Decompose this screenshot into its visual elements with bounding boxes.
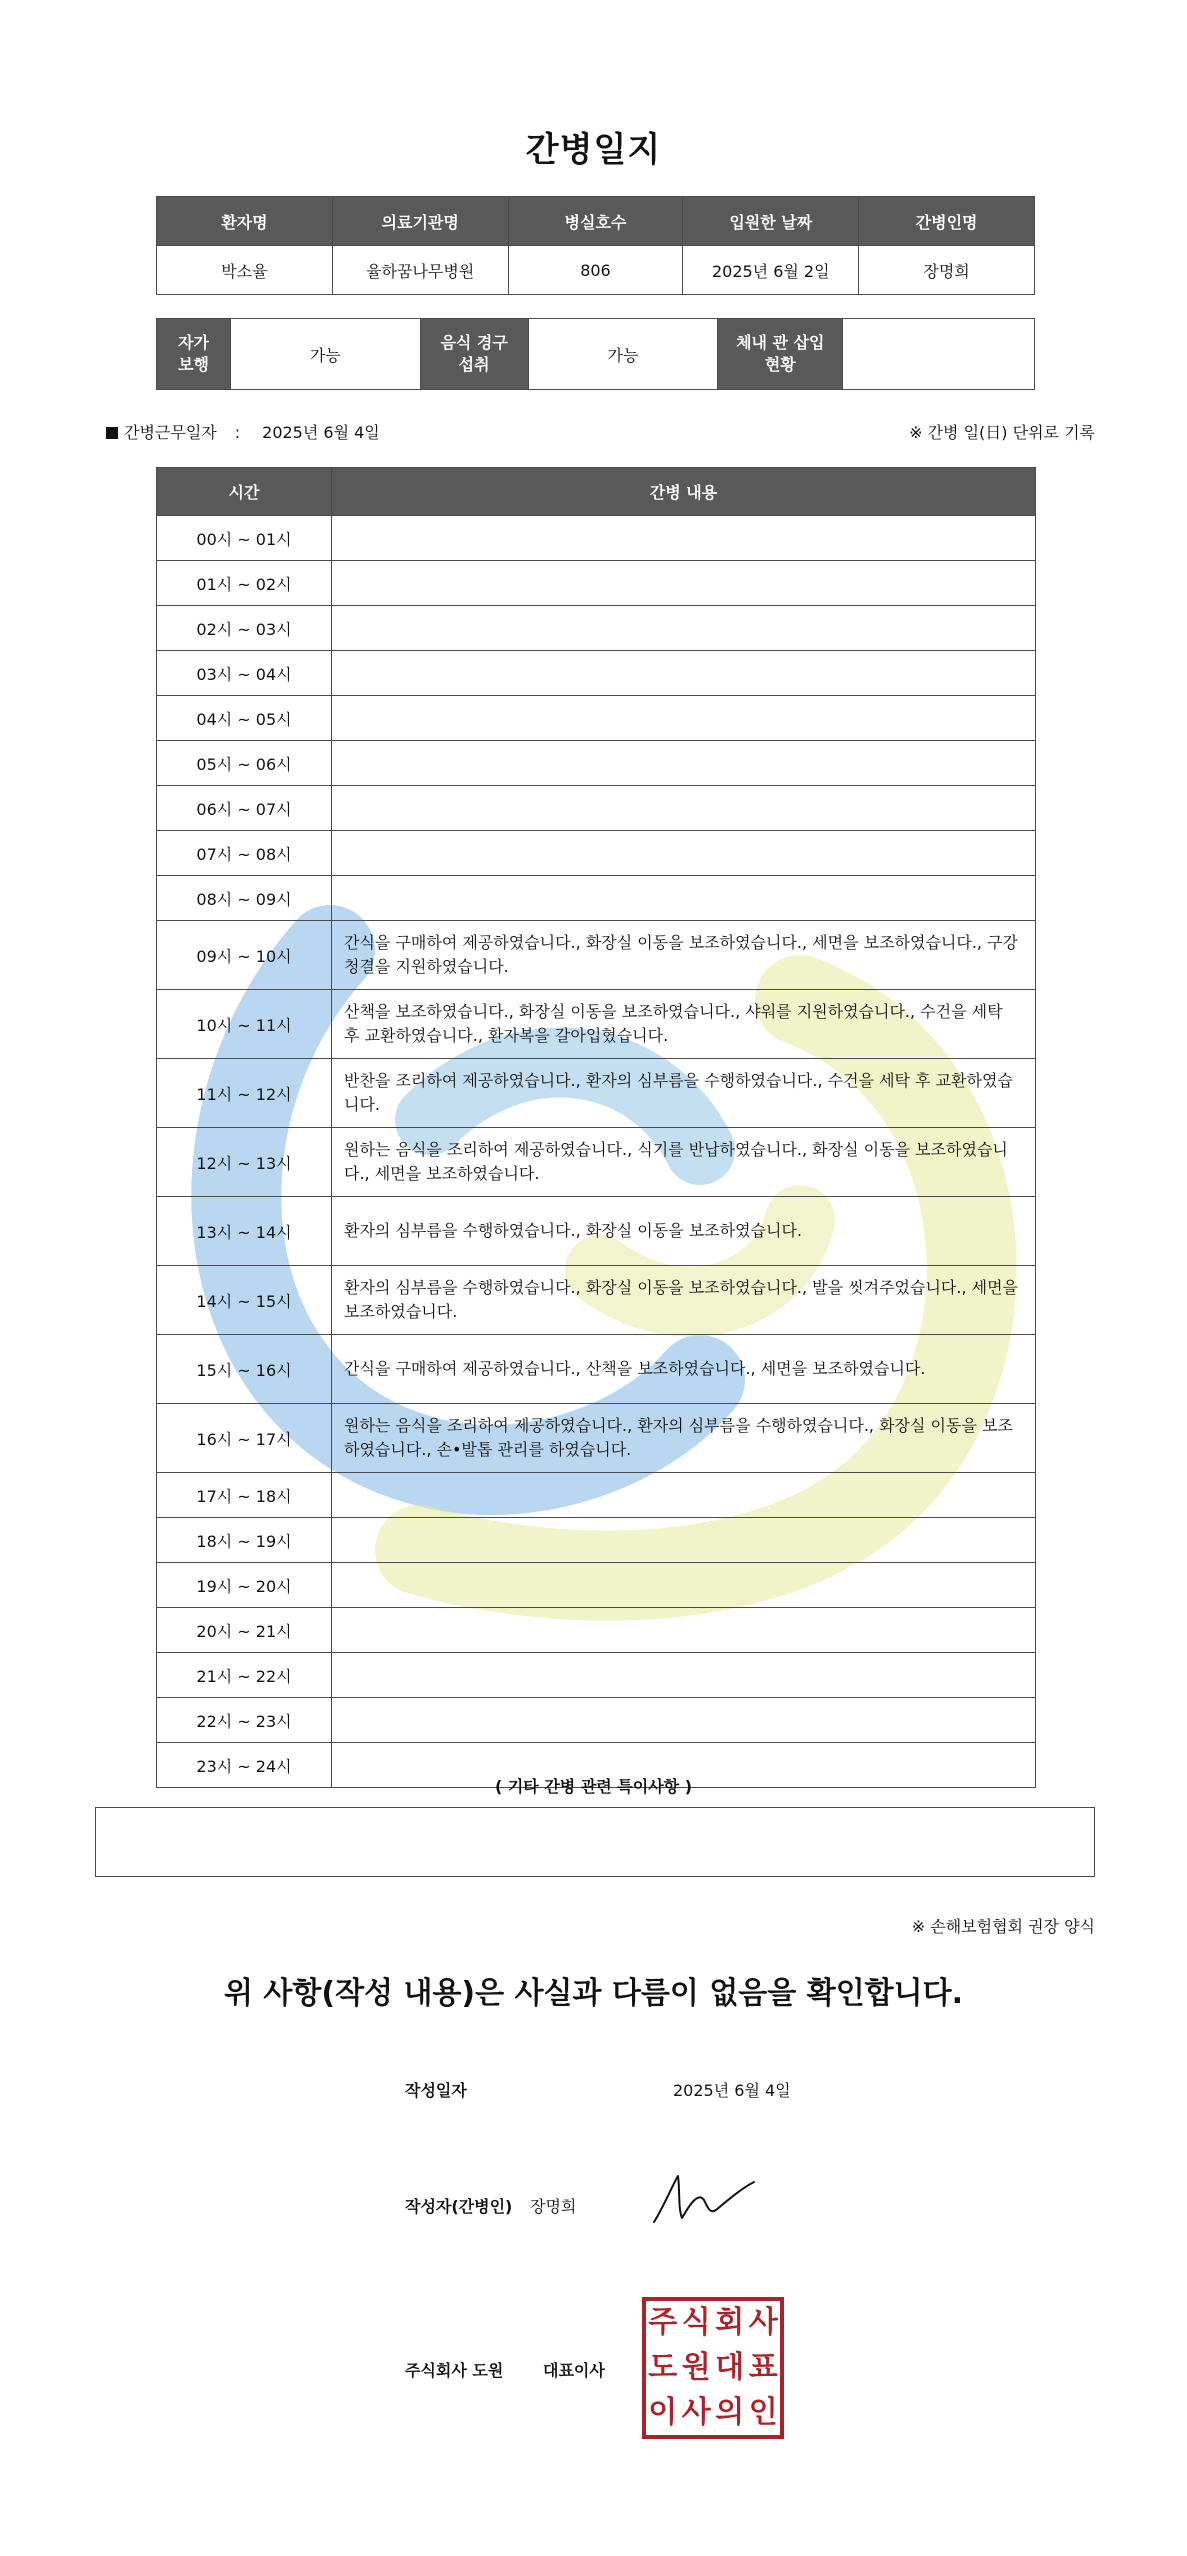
care-log-row: [157, 831, 1036, 876]
written-date-value: 2025년 6월 4일: [673, 2081, 791, 2100]
log-time: 04시 ~ 05시: [157, 696, 332, 741]
header-time: 시간: [157, 468, 332, 516]
handwritten-signature: [650, 2170, 760, 2230]
log-time: 19시 ~ 20시: [157, 1563, 332, 1608]
care-log-row: [157, 1608, 1036, 1653]
log-content: [332, 606, 1036, 651]
seal-char: 주: [648, 2305, 678, 2341]
room-number: 806: [508, 246, 683, 295]
care-log-row: [157, 696, 1036, 741]
seal-char: 사: [681, 2394, 711, 2430]
care-log-body: [157, 516, 1036, 1788]
seal-char: 의: [715, 2394, 745, 2430]
seal-char: 사: [748, 2305, 778, 2341]
log-content: 원하는 음식을 조리하여 제공하였습니다., 식기를 반납하였습니다., 화장실 이동을 보조하였습니다., 세면을 보조하였습니다.: [332, 1128, 1036, 1197]
log-content: [332, 1608, 1036, 1653]
care-log-row: [157, 1473, 1036, 1518]
care-log-row: [157, 1563, 1036, 1608]
care-log-row: [157, 1266, 1036, 1335]
header-care-content: 간병 내용: [332, 468, 1036, 516]
log-time: 02시 ~ 03시: [157, 606, 332, 651]
log-time: 14시 ~ 15시: [157, 1266, 332, 1335]
oral-intake-label: 음식 경구섭취: [420, 319, 528, 390]
header-admission-date: 입원한 날짜: [683, 197, 859, 246]
log-content: [332, 696, 1036, 741]
care-log-row: [157, 741, 1036, 786]
work-date-value: 2025년 6월 4일: [262, 423, 380, 442]
care-log-row: [157, 651, 1036, 696]
log-content: [332, 516, 1036, 561]
log-time: 05시 ~ 06시: [157, 741, 332, 786]
care-log-row: [157, 876, 1036, 921]
remarks-box: [95, 1807, 1095, 1877]
log-content: [332, 1698, 1036, 1743]
document-title: 간병일지: [525, 130, 662, 170]
header-patient-name: 환자명: [157, 197, 333, 246]
care-log-row: [157, 516, 1036, 561]
log-time: 00시 ~ 01시: [157, 516, 332, 561]
log-time: 17시 ~ 18시: [157, 1473, 332, 1518]
log-content: [332, 831, 1036, 876]
seal-char: 인: [748, 2394, 778, 2430]
care-log-row: [157, 921, 1036, 990]
company-seal: [642, 2297, 784, 2439]
log-content: 산책을 보조하였습니다., 화장실 이동을 보조하였습니다., 샤워를 지원하였습니다., 수건을 세탁 후 교환하였습니다., 환자복을 갈아입혔습니다.: [332, 990, 1036, 1059]
log-time: 01시 ~ 02시: [157, 561, 332, 606]
log-time: 21시 ~ 22시: [157, 1653, 332, 1698]
daily-record-note: ※ 간병 일(日) 단위로 기록: [909, 423, 1095, 442]
header-caregiver-name: 간병인명: [859, 197, 1035, 246]
seal-char: 표: [748, 2349, 778, 2385]
work-date-line: [106, 420, 380, 443]
care-log-row: [157, 561, 1036, 606]
seal-char: 원: [681, 2349, 711, 2385]
oral-intake-value: 가능: [528, 319, 718, 390]
log-content: [332, 876, 1036, 921]
care-log-row: [157, 1128, 1036, 1197]
log-time: 15시 ~ 16시: [157, 1335, 332, 1404]
header-hospital-name: 의료기관명: [332, 197, 508, 246]
log-time: 13시 ~ 14시: [157, 1197, 332, 1266]
care-log-row: [157, 990, 1036, 1059]
seal-char: 회: [715, 2305, 745, 2341]
log-content: 간식을 구매하여 제공하였습니다., 화장실 이동을 보조하였습니다., 세면을 보조하였습니다., 구강청결을 지원하였습니다.: [332, 921, 1036, 990]
tube-insertion-value: [843, 319, 1035, 390]
log-time: 22시 ~ 23시: [157, 1698, 332, 1743]
work-date-colon: :: [234, 423, 241, 442]
log-time: 20시 ~ 21시: [157, 1608, 332, 1653]
care-log-row: [157, 606, 1036, 651]
seal-char: 대: [715, 2349, 745, 2385]
care-log-table: [156, 467, 1036, 1788]
self-walk-value: 가능: [230, 319, 420, 390]
log-content: [332, 1518, 1036, 1563]
care-log-row: [157, 1059, 1036, 1128]
log-time: 08시 ~ 09시: [157, 876, 332, 921]
log-content: [332, 741, 1036, 786]
log-time: 16시 ~ 17시: [157, 1404, 332, 1473]
seal-char: 도: [648, 2349, 678, 2385]
log-content: 환자의 심부름을 수행하였습니다., 화장실 이동을 보조하였습니다., 발을 씻겨주었습니다., 세면을 보조하였습니다.: [332, 1266, 1036, 1335]
self-walk-label: 자가보행: [157, 319, 231, 390]
care-log-row: [157, 1653, 1036, 1698]
care-log-row: [157, 1197, 1036, 1266]
source-note: ※ 손해보험협회 권장 양식: [911, 1917, 1095, 1936]
hospital-name: 율하꿈나무병원: [332, 246, 508, 295]
log-content: 원하는 음식을 조리하여 제공하였습니다., 환자의 심부름을 수행하였습니다., 화장실 이동을 보조하였습니다., 손•발톱 관리를 하였습니다.: [332, 1404, 1036, 1473]
caregiver-name: 장명희: [859, 246, 1035, 295]
care-log-row: [157, 1335, 1036, 1404]
log-content: 환자의 심부름을 수행하였습니다., 화장실 이동을 보조하였습니다.: [332, 1197, 1036, 1266]
care-log-row: [157, 1698, 1036, 1743]
log-time: 18시 ~ 19시: [157, 1518, 332, 1563]
log-content: [332, 1563, 1036, 1608]
log-time: 12시 ~ 13시: [157, 1128, 332, 1197]
header-room-number: 병실호수: [508, 197, 683, 246]
log-content: [332, 651, 1036, 696]
patient-info-table: [156, 196, 1035, 295]
log-time: 11시 ~ 12시: [157, 1059, 332, 1128]
log-content: [332, 561, 1036, 606]
log-time: 10시 ~ 11시: [157, 990, 332, 1059]
ceo-label: 대표이사: [543, 2361, 605, 2380]
log-content: [332, 1653, 1036, 1698]
care-log-row: [157, 786, 1036, 831]
log-time: 06시 ~ 07시: [157, 786, 332, 831]
writer-name: 장명희: [530, 2197, 577, 2216]
patient-status-table: [156, 318, 1035, 390]
seal-char: 이: [648, 2394, 678, 2430]
log-content: [332, 786, 1036, 831]
log-time: 09시 ~ 10시: [157, 921, 332, 990]
log-content: 간식을 구매하여 제공하였습니다., 산책을 보조하였습니다., 세면을 보조하였습니다.: [332, 1335, 1036, 1404]
log-time: 07시 ~ 08시: [157, 831, 332, 876]
care-log-row: [157, 1518, 1036, 1563]
remarks-title: ( 기타 간병 관련 특이사항 ): [494, 1777, 693, 1796]
black-square-icon: [106, 427, 118, 439]
seal-char: 식: [681, 2305, 711, 2341]
care-log-row: [157, 1404, 1036, 1473]
patient-name: 박소율: [157, 246, 333, 295]
log-time: 23시 ~ 24시: [157, 1743, 332, 1788]
writer-label: 작성자(간병인): [405, 2197, 513, 2216]
company-name: 주식회사 도원: [405, 2361, 504, 2380]
work-date-label: 간병근무일자: [124, 423, 217, 442]
admission-date: 2025년 6월 2일: [683, 246, 859, 295]
tube-insertion-label: 체내 관 삽입현황: [718, 319, 843, 390]
log-content: 반찬을 조리하여 제공하였습니다., 환자의 심부름을 수행하였습니다., 수건을 세탁 후 교환하였습니다.: [332, 1059, 1036, 1128]
log-content: [332, 1473, 1036, 1518]
log-time: 03시 ~ 04시: [157, 651, 332, 696]
written-date-label: 작성일자: [405, 2081, 467, 2100]
confirmation-statement: 위 사항(작성 내용)은 사실과 다름이 없음을 확인합니다.: [223, 1976, 964, 2011]
